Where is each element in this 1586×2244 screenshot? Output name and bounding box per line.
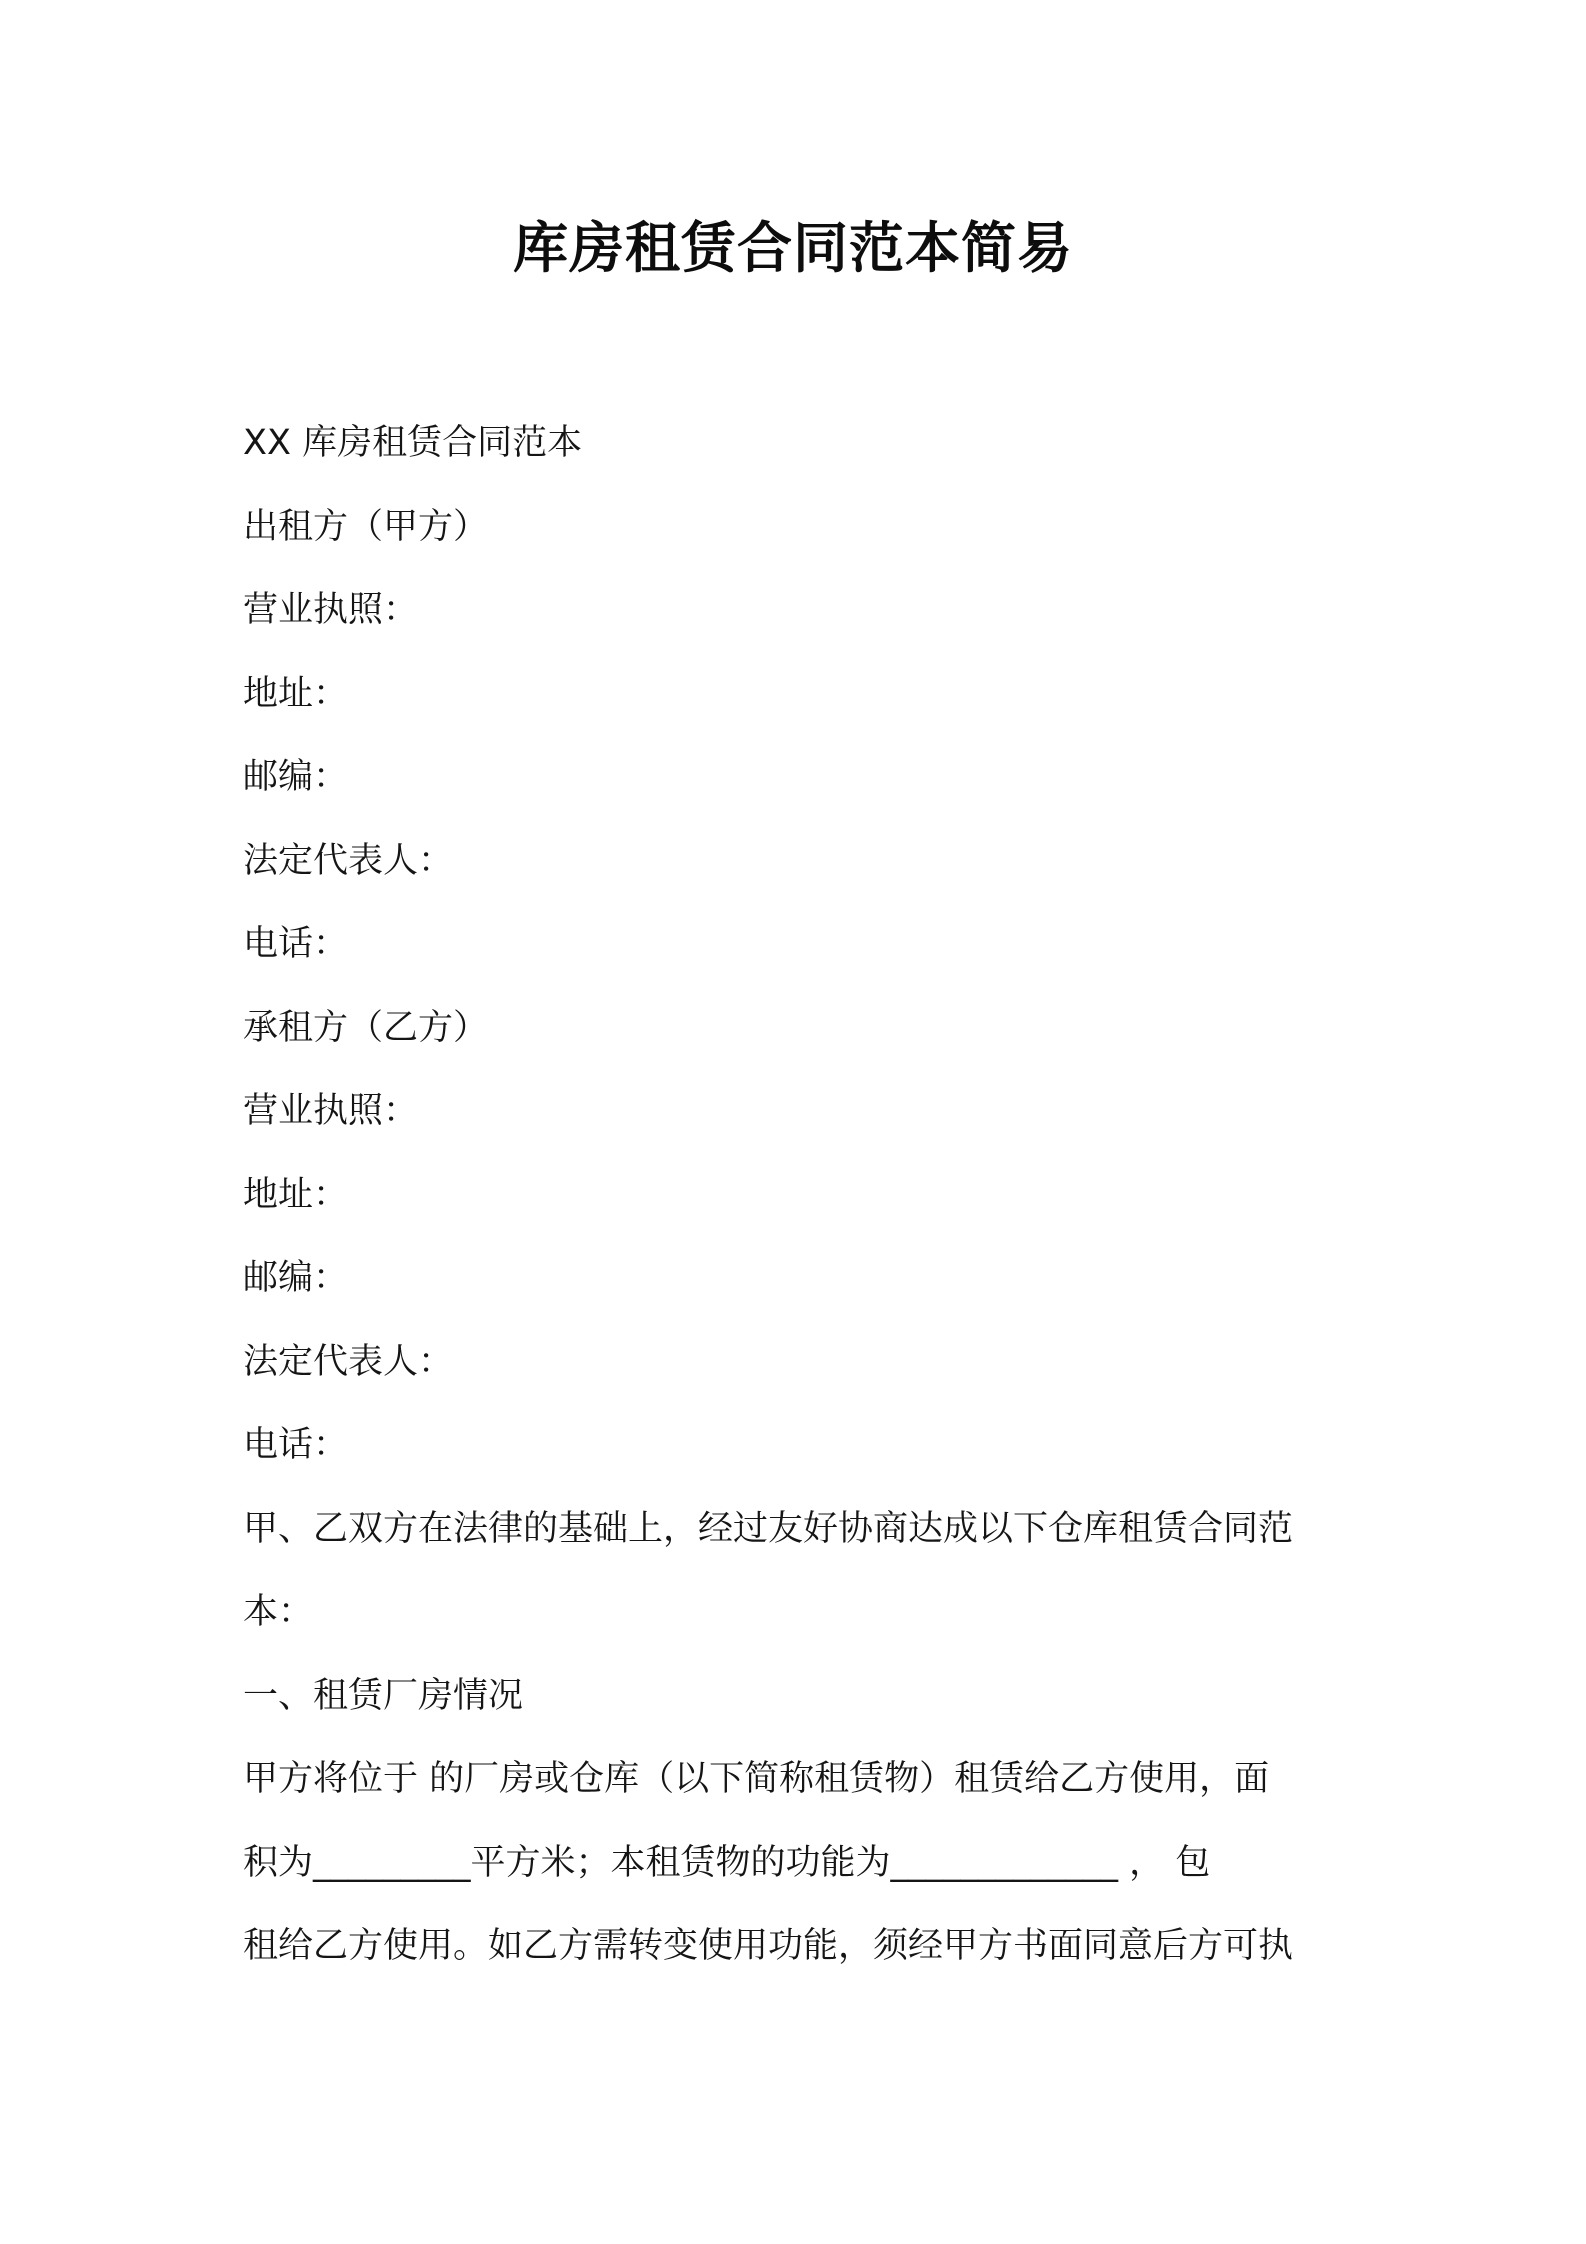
lessee-phone-label: 电话： [243, 1425, 349, 1465]
agreement-intro-line-1: 甲、乙双方在法律的基础上，经过友好协商达成以下仓库租赁合同范 [243, 1508, 1294, 1549]
lessor-label: 出租方（甲方） [243, 506, 489, 547]
lease-property-paragraph-line-3: 租给乙方使用。如乙方需转变使用功能，须经甲方书面同意后方可执 [243, 1926, 1294, 1966]
lessor-postcode-label: 邮编： [243, 757, 349, 797]
document-body [243, 402, 1363, 1989]
lessor-legal-representative-label: 法定代表人： [243, 840, 454, 881]
lessor-business-license-label: 营业执照： [243, 590, 419, 630]
document-title: 库房租赁合同范本简易 [512, 216, 1073, 280]
lessor-phone-label: 电话： [243, 924, 349, 964]
lessee-address-label: 地址： [243, 1174, 349, 1215]
lease-property-paragraph-line-1: 甲方将位于 的厂房或仓库（以下简称租赁物）租赁给乙方使用，面 [243, 1759, 1270, 1799]
contract-heading-line: XX 库房租赁合同范本 [243, 423, 583, 463]
agreement-intro-line-2: 本： [243, 1592, 314, 1632]
lessee-business-license-label: 营业执照： [243, 1091, 419, 1131]
lessee-postcode-label: 邮编： [243, 1258, 349, 1298]
lease-property-paragraph-line-2: 积为_________平方米；本租赁物的功能为_____________ ， 包 [243, 1842, 1211, 1883]
lessee-label: 承租方（乙方） [243, 1007, 489, 1048]
lessee-legal-representative-label: 法定代表人： [243, 1341, 454, 1382]
section-heading-lease-property: 一、租赁厂房情况 [243, 1675, 524, 1716]
lessor-address-label: 地址： [243, 673, 349, 714]
